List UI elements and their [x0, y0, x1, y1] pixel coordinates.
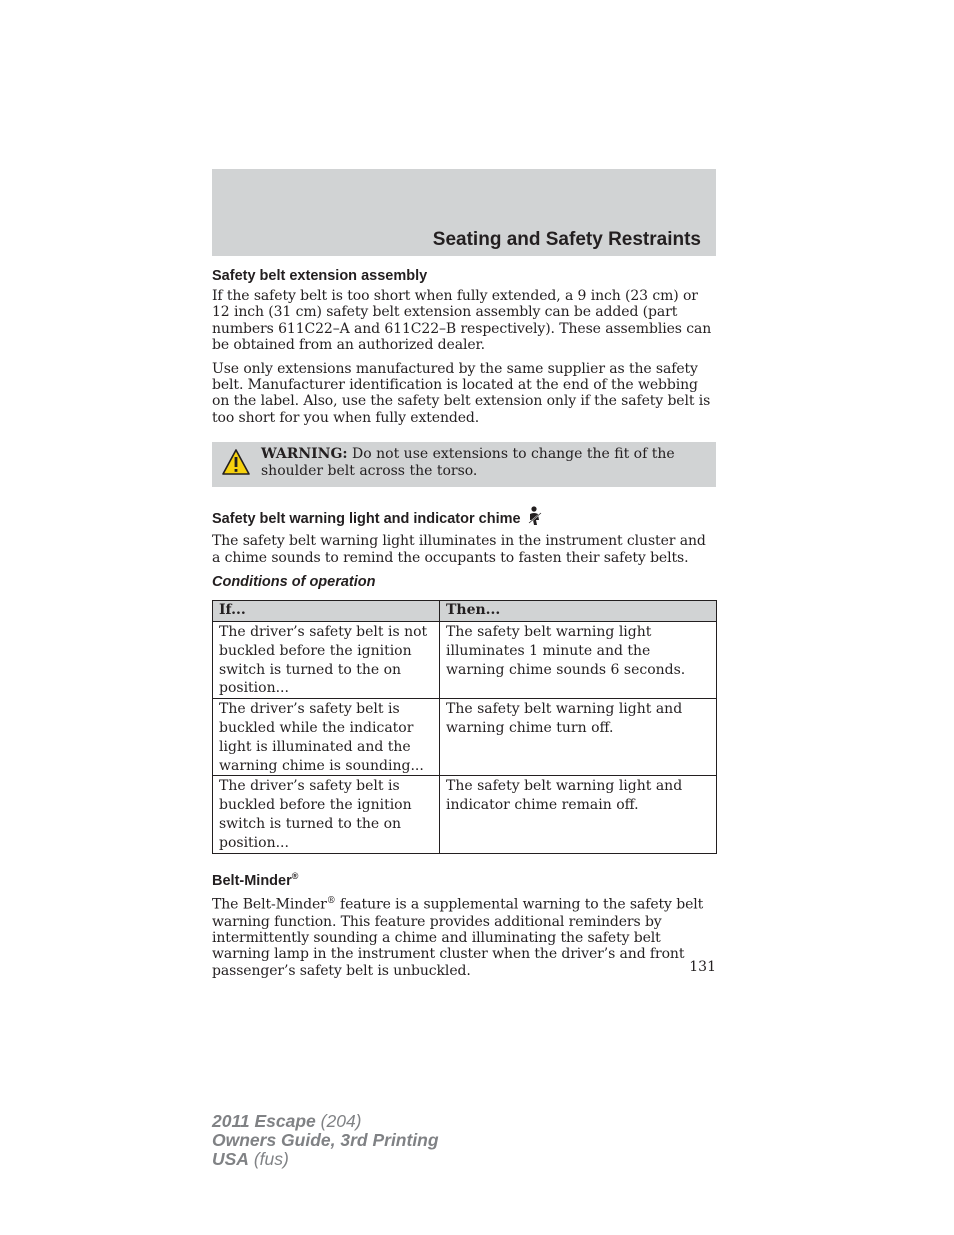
condition-cell: The driver’s safety belt is not buckled before the ignition switch is turned to the on position...	[213, 622, 440, 699]
warning-text	[261, 446, 708, 479]
result-cell: The safety belt warning light and warning chime turn off.	[440, 699, 717, 776]
column-header-if: If...	[213, 601, 440, 622]
beltminder-paragraph-rest: feature is a supplemental warning to the safety belt warning function. This feature provides additional reminders by intermittently sounding a chime and illuminating the safety belt warning lamp in the instrument cluster when the driver’s and front passenger’s safety belt is unbuckled.	[212, 897, 704, 979]
table-row	[213, 776, 717, 853]
page-content	[212, 266, 716, 979]
condition-cell: The driver’s safety belt is buckled before the ignition switch is turned to the on position...	[213, 776, 440, 853]
seatbelt-person-icon	[527, 506, 543, 526]
beltminder-heading	[212, 866, 716, 891]
warning-box	[212, 442, 716, 487]
section-header-band	[212, 169, 716, 256]
beltminder-paragraph-start: The Belt-Minder	[212, 897, 327, 914]
warning-triangle-icon	[221, 448, 251, 476]
beltminder-heading-text: Belt-Minder	[212, 872, 292, 889]
extension-heading: Safety belt extension assembly	[212, 268, 428, 284]
table-header-row	[213, 601, 717, 622]
beltminder-paragraph	[212, 893, 716, 979]
chime-heading	[212, 506, 716, 529]
conditions-heading: Conditions of operation	[212, 574, 376, 591]
section-title: Seating and Safety Restraints	[432, 229, 701, 250]
page-number: 131	[689, 959, 716, 975]
footer-model-code: (204)	[315, 1111, 362, 1131]
table-row	[213, 699, 717, 776]
footer-line-3	[212, 1150, 439, 1169]
extension-paragraph-1: If the safety belt is too short when fully extended, a 9 inch (23 cm) or 12 inch (31 cm) safety belt extension assembly can be added (part numbers 611C22–A and 611C22–B respectively). These assemblies can be obtained from an authorized dealer.	[212, 288, 712, 354]
result-cell: The safety belt warning light illuminates 1 minute and the warning chime sounds 6 seconds.	[440, 622, 717, 699]
chime-heading-text: Safety belt warning light and indicator chime	[212, 511, 521, 528]
footer-market-code: (fus)	[248, 1149, 289, 1169]
conditions-table	[212, 600, 717, 854]
warning-message: Do not use extensions to change the fit of the shoulder belt across the torso.	[261, 446, 675, 479]
table-row	[213, 622, 717, 699]
document-footer	[212, 1112, 439, 1169]
condition-cell: The driver’s safety belt is buckled while the indicator light is illuminated and the warning chime is sounding...	[213, 699, 440, 776]
registered-mark: ®	[291, 870, 299, 881]
extension-paragraph-2: Use only extensions manufactured by the same supplier as the safety belt. Manufacturer identification is located at the end of the webbing on the label. Also, use the safety belt extension only if the safety belt is too short for you when fully extended.	[212, 360, 711, 426]
footer-line-2	[212, 1131, 439, 1150]
registered-mark: ®	[326, 896, 336, 907]
footer-market: USA	[212, 1149, 249, 1169]
footer-model: 2011 Escape	[212, 1111, 316, 1131]
footer-guide: Owners Guide, 3rd Printing	[212, 1130, 439, 1150]
chime-paragraph: The safety belt warning light illuminates in the instrument cluster and a chime sounds to remind the occupants to fasten their safety belts.	[212, 533, 706, 566]
warning-label: WARNING:	[261, 446, 348, 463]
column-header-then: Then...	[440, 601, 717, 622]
result-cell: The safety belt warning light and indicator chime remain off.	[440, 776, 717, 853]
footer-line-1	[212, 1112, 439, 1131]
